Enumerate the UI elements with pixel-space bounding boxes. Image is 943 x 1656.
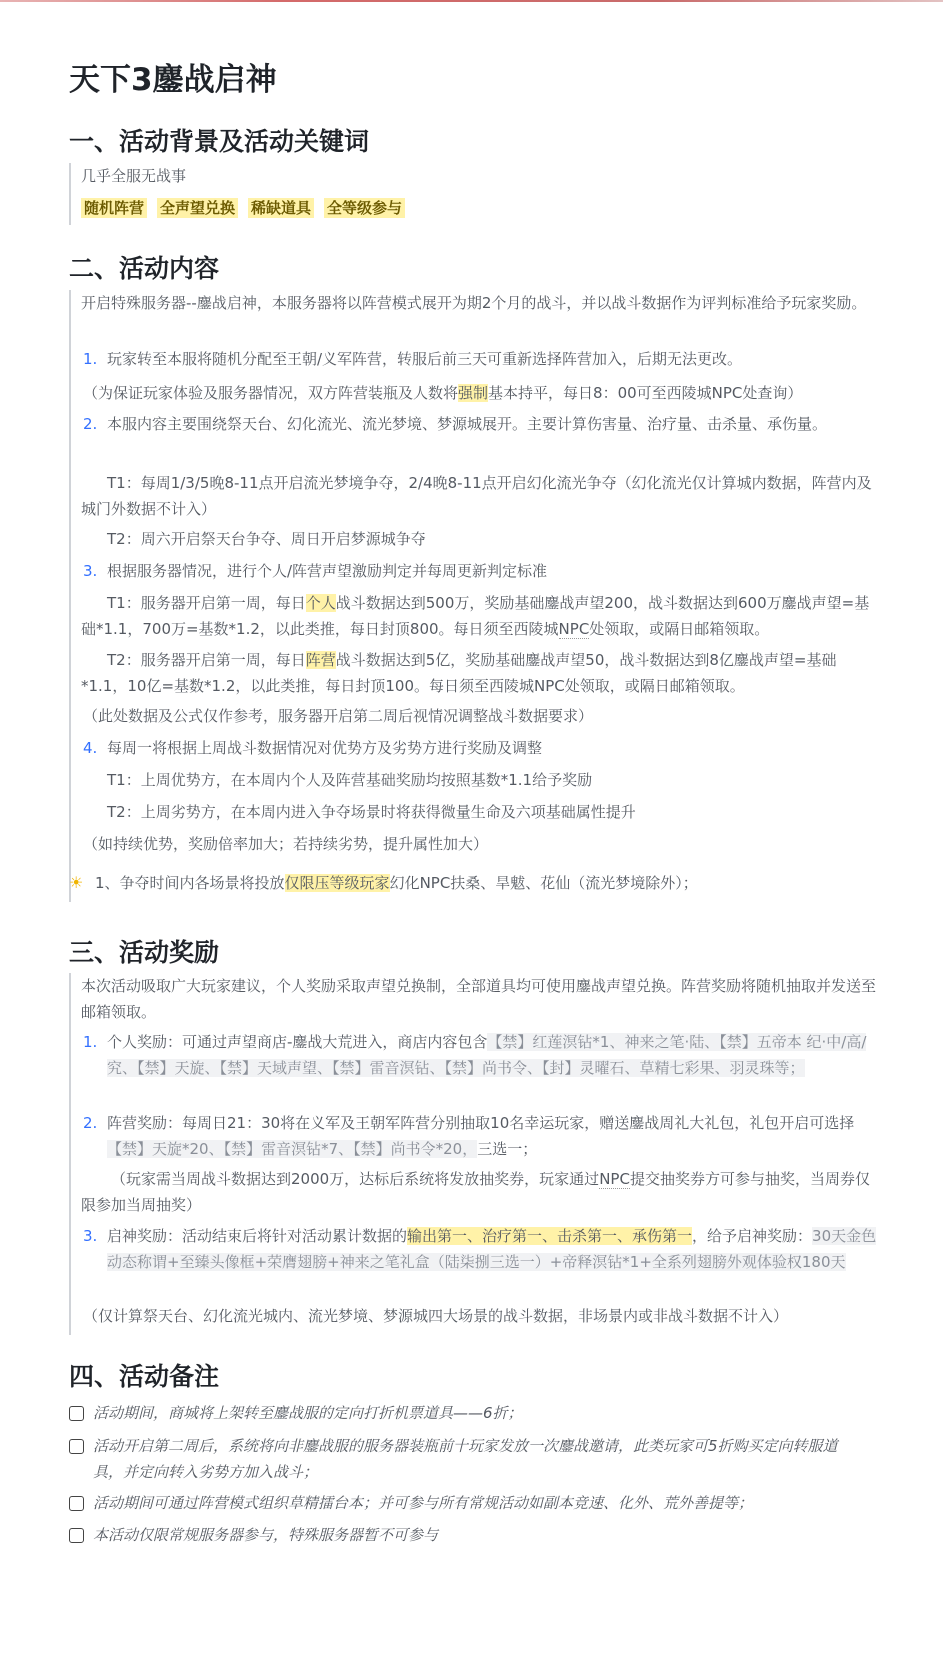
highlight: 阵营 — [305, 651, 336, 669]
reward-item-1: 1. 个人奖励：可通过声望商店-鏖战大荒进入，商店内容包含【禁】红莲溟钻*1、神来之笔·陆、【禁】五帝本 纪·中/高/究、【禁】天旋、【禁】天域声望、【禁】雷音溟钻、【禁】尚书令、【封】灵曜石、草精七彩果、羽灵珠等； — [83, 1029, 887, 1081]
highlight: 强制 — [458, 384, 489, 402]
tier-text-t2c: T2：上周劣势方，在本周内进入争夺场景时将获得微量生命及六项基础属性提升 — [107, 803, 636, 821]
list-text: 每周一将根据上周战斗数据情况对优势方及劣势方进行奖励及调整 — [107, 739, 543, 757]
list-item-3 — [83, 558, 547, 584]
tier-text-t1c: T1：上周优势方，在本周内个人及阵营基础奖励均按照基数*1.1给予奖励 — [107, 771, 593, 789]
paragraph-note-3: （此处数据及公式仅作参考，服务器开启第二周后视情况调整战斗数据要求） — [83, 707, 594, 725]
section-heading-2: 二、活动内容 — [69, 254, 220, 283]
highlight: 个人 — [305, 594, 336, 612]
callout: ☀ 1、争夺时间内各场景将投放仅限压等级玩家幻化NPC扶桑、旱魃、花仙（流光梦境除外）； — [69, 873, 698, 892]
inline-code: 30天金色动态称谓+至臻头像框+荣膺翅膀+神来之笔礼盒（陆柒捌三选一）+帝释溟钻*1+全系列翅膀外观体验权180天 — [107, 1227, 877, 1271]
highlight: 输出第一、治疗第一、击杀第一、承伤第一 — [407, 1227, 693, 1245]
keyword-tag: 全等级参与 — [324, 198, 405, 218]
quote-block-3 — [69, 973, 891, 1335]
note-text-1: 活动期间，商城将上架转至鏖战服的定向打折机票道具——6折； — [93, 1404, 523, 1422]
highlight: 仅限压等级玩家 — [284, 874, 390, 892]
rewards-intro: 本次活动吸取广大玩家建议，个人奖励采取声望兑换制，全部道具均可使用鏖战声望兑换。阵营奖励将随机抽取并发送至邮箱领取。 — [81, 977, 877, 1021]
list-number: 3. — [83, 562, 98, 580]
keyword-tag: 稀缺道具 — [248, 198, 314, 218]
tier-text-t2b: T2：服务器开启第一周，每日阵营战斗数据达到5亿，奖励基础鏖战声望50，战斗数据达到8亿鏖战声望=基础*1.1，10亿=基数*1.2，以此类推，每日封顶100。每日须至西陵城NPC处领取，或隔日邮箱领取。 — [81, 651, 837, 695]
list-number: 3. — [83, 1227, 98, 1245]
quote-block-2 — [69, 290, 891, 902]
section-heading-3: 三、活动奖励 — [69, 938, 220, 967]
tier-text-t1a: T1：每周1/3/5晚8-11点开启流光梦境争夺，2/4晚8-11点开启幻化流光争夺（幻化流光仅计算城内数据，阵营内及城门外数据不计入） — [81, 474, 872, 518]
list-item-2 — [83, 411, 877, 437]
list-item-4 — [83, 735, 542, 761]
content-intro: 开启特殊服务器--鏖战启神，本服务器将以阵营模式展开为期2个月的战斗，并以战斗数据作为评判标准给予玩家奖励。 — [81, 294, 867, 312]
sun-icon: ☀ — [69, 873, 84, 892]
note-text-4: 本活动仅限常规服务器参与，特殊服务器暂不可参与 — [93, 1526, 439, 1544]
list-number: 1. — [83, 1033, 98, 1051]
reward-item-3: 3. 启神奖励：活动结束后将针对活动累计数据的输出第一、治疗第一、击杀第一、承伤第一，给予启神奖励：30天金色动态称谓+至臻头像框+荣膺翅膀+神来之笔礼盒（陆柒捌三选一）+帝释溟钻*1+全系列翅膀外观体验权180天 — [83, 1223, 887, 1275]
checkbox-note-4[interactable] — [69, 1528, 84, 1543]
list-text: 玩家转至本服将随机分配至王朝/义军阵营，转服后前三天可重新选择阵营加入，后期无法更改。 — [107, 350, 743, 368]
keyword-tag: 全声望兑换 — [157, 198, 238, 218]
section-heading-4: 四、活动备注 — [69, 1362, 220, 1391]
top-accent-line — [0, 0, 943, 2]
inline-code: 【禁】天旋*20、【禁】雷音溟钻*7、【禁】尚书令*20， — [107, 1140, 478, 1158]
paragraph-note-1: （为保证玩家体验及服务器情况，双方阵营装瓶及人数将强制基本持平，每日8：00可至西陵城NPC处查询） — [83, 384, 803, 402]
list-text: 根据服务器情况，进行个人/阵营声望激励判定并每周更新判定标准 — [107, 562, 548, 580]
quote-block-1 — [69, 163, 891, 225]
checkbox-note-3[interactable] — [69, 1496, 84, 1511]
keyword-tag: 随机阵营 — [81, 198, 147, 218]
background-text: 几乎全服无战事 — [81, 167, 187, 185]
checkbox-note-1[interactable] — [69, 1406, 84, 1421]
section-heading-1: 一、活动背景及活动关键词 — [69, 127, 370, 156]
note-text-3: 活动期间可通过阵营模式组织草精擂台本；并可参与所有常规活动如副本竞速、化外、荒外善提等； — [93, 1494, 754, 1512]
checkbox-note-2[interactable] — [69, 1439, 84, 1454]
reward-item-2: 2. 阵营奖励：每周日21：30将在义军及王朝军阵营分别抽取10名幸运玩家，赠送鏖战周礼大礼包，礼包开启可选择【禁】天旋*20、【禁】雷音溟钻*7、【禁】尚书令*20，三选一； — [83, 1110, 887, 1162]
list-number: 2. — [83, 1114, 98, 1132]
list-number: 2. — [83, 415, 98, 433]
list-text: 本服内容主要围绕祭天台、幻化流光、流光梦境、梦源城展开。主要计算伤害量、治疗量、击杀量、承伤量。 — [107, 415, 828, 433]
list-number: 1. — [83, 350, 98, 368]
paragraph-note-4: （如持续优势，奖励倍率加大；若持续劣势，提升属性加大） — [83, 835, 489, 853]
reward-note-3: （仅计算祭天台、幻化流光城内、流光梦境、梦源城四大场景的战斗数据，非场景内或非战斗数据不计入） — [83, 1307, 789, 1325]
tier-text-t1b: T1：服务器开启第一周，每日个人战斗数据达到500万，奖励基础鏖战声望200，战斗数据达到600万鏖战声望=基础*1.1，700万=基数*1.2，以此类推，每日封顶800。每日须至西陵城NPC处领取，或隔日邮箱领取。 — [81, 594, 870, 638]
list-number: 4. — [83, 739, 98, 757]
inline-code: 【禁】红莲溟钻*1、神来之笔·陆、【禁】五帝本 纪·中/高/究、【禁】天旋、【禁】天域声望、【禁】雷音溟钻、【禁】尚书令、【封】灵曜石、草精七彩果、羽灵珠等； — [107, 1033, 867, 1077]
tier-text-t2a: T2：周六开启祭天台争夺、周日开启梦源城争夺 — [107, 530, 426, 548]
list-item-1 — [83, 346, 742, 372]
reward-note-2: （玩家需当周战斗数据达到2000万，达标后系统将发放抽奖券，玩家通过NPC提交抽奖券方可参与抽奖，当周券仅限参加当周抽奖） — [81, 1170, 870, 1214]
note-text-2: 活动开启第二周后，系统将向非鏖战服的服务器装瓶前十玩家发放一次鏖战邀请，此类玩家可5折购买定向转服道具，并定向转入劣势方加入战斗； — [93, 1437, 838, 1481]
keyword-tags — [81, 195, 415, 221]
page-title: 天下3鏖战启神 — [69, 62, 277, 98]
